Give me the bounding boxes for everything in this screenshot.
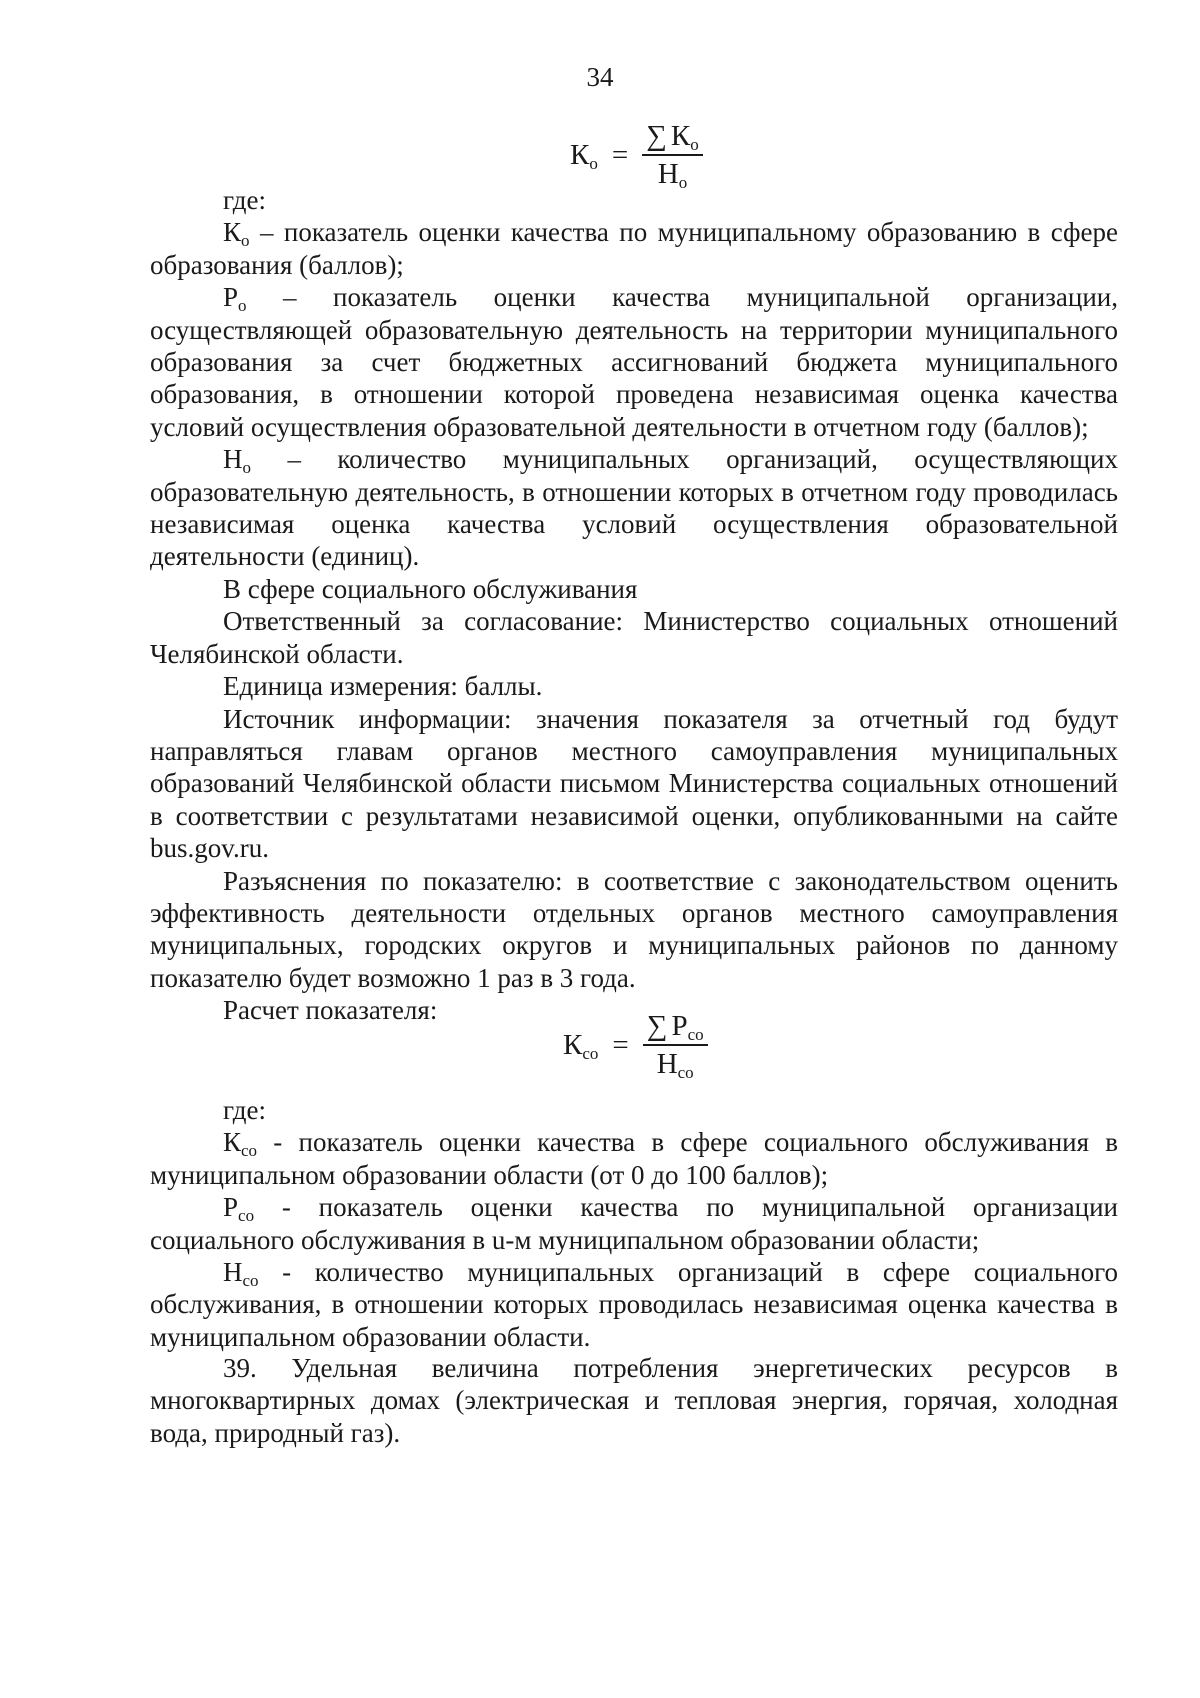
definition-ho: $Н_о$ – количество муниципальных организаций, осуществляющих образовательную деятельность, в отношении которых в отчетном году проводилась независимая оценка качества условий осуществления образовательной деятельности (единиц). <box>150 444 1118 572</box>
definition-ko: $К_о$ – показатель оценки качества по муниципальному образованию в сфере образования (баллов); <box>150 217 1118 280</box>
where-label: где: <box>223 1095 266 1125</box>
fraction-denominator: $Н_о$ <box>657 158 688 192</box>
unit-paragraph: Единица измерения: баллы. <box>223 671 543 702</box>
social-heading: В сфере социального обслуживания <box>223 573 638 604</box>
definition-pso: $Р_{со}$ - показатель оценки качества по муниципальной организации социального обслуживания в u-м муниципальном образовании области; <box>150 1192 1118 1255</box>
responsible-paragraph: Ответственный за согласование: Министерство социальных отношений Челябинской области. <box>150 606 1118 669</box>
definition-po: $Р_о$ – показатель оценки качества муниципальной организации, осуществляющей образовательную деятельность на территории муниципального образования за счет бюджетных ассигнований бюджета муниципального образования, в отношении которой проведена независимая оценка качества условий осуществления образовательной деятельности в отчетном году (баллов); <box>150 282 1118 442</box>
explanation-paragraph: Разъяснения по показателю: в соответствие с законодательством оценить эффективность деятельности отдельных органов местного самоуправления муниципальных, городских округов и муниципальных районов по данному показателю будет возможно 1 раз в 3 года. <box>150 865 1118 993</box>
formula-ko <box>570 120 703 190</box>
formula-fraction <box>643 1010 708 1080</box>
definition-hso: $Н_{со}$ - количество муниципальных организаций в сфере социального обслуживания, в отношении которых проводилась независимая оценка качества в муниципальном образовании области. <box>150 1257 1118 1352</box>
section-social <box>150 1094 1118 1353</box>
item-39-paragraph: 39. Удельная величина потребления энергетических ресурсов в многоквартирных домах (электрическая и тепловая энергия, горячая, холодная вода, природный газ). <box>150 1353 1118 1448</box>
fraction-denominator: $Н_{со}$ <box>656 1048 694 1082</box>
sigma-icon: ∑ <box>646 1010 668 1042</box>
source-paragraph: Источник информации: значения показателя за отчетный год будут направляться главам органов местного самоуправления муниципальных образований Челябинской области письмом Министерства социальных отношений в соответствии с результатами независимой оценки, опубликованными на сайте bus.gov.ru. <box>150 703 1118 864</box>
definition-kso: $К_{со}$ - показатель оценки качества в сфере социального обслуживания в муниципальном образовании области (от 0 до 100 баллов); <box>150 1127 1118 1190</box>
section-education <box>150 184 1118 1027</box>
page-number: 34 <box>586 62 614 92</box>
formula-lhs: $К_о$ <box>570 138 598 173</box>
equals-sign: = <box>612 1028 629 1061</box>
item-39 <box>150 1352 1118 1449</box>
formula-lhs: $К_{со}$ <box>563 1028 599 1063</box>
formula-kso <box>563 1010 708 1080</box>
where-label: где: <box>223 185 266 215</box>
equals-sign: = <box>611 138 629 171</box>
fraction-numerator: ∑ $К_о$ <box>646 120 699 154</box>
fraction-numerator: ∑ $Р_{со}$ <box>646 1010 704 1044</box>
calculation-label: Расчет показателя: <box>223 995 438 1026</box>
sigma-icon: ∑ <box>646 120 667 152</box>
formula-fraction <box>642 120 703 190</box>
